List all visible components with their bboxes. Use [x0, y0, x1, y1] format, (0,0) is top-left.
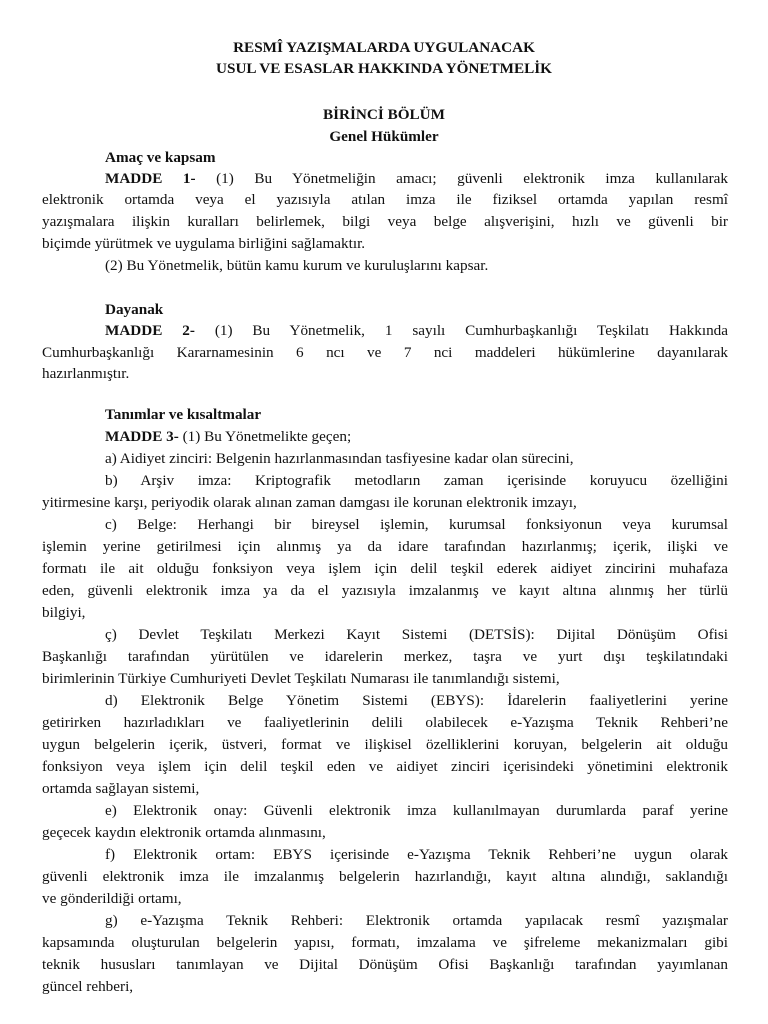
definition-c-line-1: c) Belge: Herhangi bir bireysel işlemin, kurumsal fonksiyonun veya kurumsal [105, 516, 728, 533]
definition-g-line-4: güncel rehberi, [42, 978, 134, 995]
madde-1-label: MADDE 1- [105, 170, 196, 187]
definition-b-line-2: yitirmesine karşı, periyodik olarak alınan zaman damgası ile korunan elektronik imzayı, [42, 494, 577, 511]
definition-g-line-2: kapsamında oluşturulan belgelerin yapısı, formatı, imzalama ve şifreleme mekanizmaları gibi [42, 934, 728, 951]
definition-f-line-1: f) Elektronik ortam: EBYS içerisinde e-Yazışma Teknik Rehberi’ne uygun olarak [105, 846, 728, 863]
definition-d-line-5: ortamda sağlayan sistemi, [42, 780, 200, 797]
madde-1-line-4: biçimde yürütmek ve uygulama birliğini sağlamaktır. [42, 235, 366, 252]
definition-b-line-1: b) Arşiv imza: Kriptografik metodların zaman içerisinde koruyucu özelliğini [105, 472, 728, 489]
definition-d-line-1: d) Elektronik Belge Yönetim Sistemi (EBYS): İdarelerin faaliyetlerini yerine [105, 692, 728, 709]
madde-1-line-2: elektronik ortamda veya el yazısıyla atılan imza ile fiziksel ortamda yapılan resmî [42, 191, 728, 208]
madde-2-line-1 [105, 321, 728, 341]
chapter-title: Genel Hükümler [329, 128, 439, 145]
madde-2-line-2: Cumhurbaşkanlığı Kararnamesinin 6 ncı ve 7 nci maddeleri hükümlerine dayanılarak [42, 344, 728, 361]
madde-2-line-3: hazırlanmıştır. [42, 365, 130, 382]
madde-1-text-1: (1) Bu Yönetmeliğin amacı; güvenli elektronik imza kullanılarak [216, 170, 728, 187]
chapter-heading: BİRİNCİ BÖLÜM [323, 106, 445, 123]
madde-3-text-1: (1) Bu Yönetmelikte geçen; [182, 428, 352, 445]
definition-g-line-1: g) e-Yazışma Teknik Rehberi: Elektronik ortamda yapılacak resmî yazışmalar [105, 912, 728, 929]
definition-c-line-2: işlemin yerine getirilmesi için alınmış ya da idare tarafından hazırlanmış; içerik, ilişki ve [42, 538, 728, 555]
definition-f-line-3: ve gönderildiği ortamı, [42, 890, 182, 907]
madde-1-paragraph-2: (2) Bu Yönetmelik, bütün kamu kurum ve kuruluşlarını kapsar. [105, 257, 489, 274]
definition-a: a) Aidiyet zinciri: Belgenin hazırlanmasından tasfiyesine kadar olan sürecini, [105, 450, 574, 467]
definition-c-line-3: formatı ile ait olduğu fonksiyon veya işlem için delil teşkil ederek aidiyet zincirini muhafaza [42, 560, 728, 577]
section-heading-amac: Amaç ve kapsam [105, 149, 216, 166]
definition-c-line-4: eden, güvenli elektronik imza ya da el yazısıyla imzalanmış ve kayıt altına alınmış her türlü [42, 582, 728, 599]
definition-cc-line-2: Başkanlığı tarafından yürütülen ve idarelerin merkez, taşra ve yurt dışı teşkilatındaki [42, 648, 728, 665]
definition-c-line-5: bilgiyi, [42, 604, 86, 621]
madde-3-line-1 [105, 427, 351, 447]
madde-3-label: MADDE 3- [105, 428, 179, 445]
definition-e-line-2: geçecek kaydın elektronik ortamda alınmasını, [42, 824, 326, 841]
section-heading-tanimlar: Tanımlar ve kısaltmalar [105, 406, 262, 423]
definition-e-line-1: e) Elektronik onay: Güvenli elektronik imza kullanılmayan durumlarda paraf yerine [105, 802, 728, 819]
definition-g-line-3: teknik hususları tanımlayan ve Dijital Dönüşüm Ofisi Başkanlığı tarafından yayımlanan [42, 956, 728, 973]
madde-1-line-3: yazışmalara ilişkin kuralları belirlemek, bilgi veya belge alışverişini, hızlı ve güvenli bir [42, 213, 728, 230]
section-heading-dayanak: Dayanak [105, 301, 164, 318]
definition-cc-line-3: birimlerinin Türkiye Cumhuriyeti Devlet Teşkilatı Numarası ile tanımlandığı sistemi, [42, 670, 560, 687]
madde-2-label: MADDE 2- [105, 322, 195, 339]
madde-1-line-1 [105, 169, 728, 189]
definition-d-line-2: getirirken hazırladıkları ve faaliyetlerinin delili olabilecek e-Yazışma Teknik Rehberi’ne [42, 714, 728, 731]
definition-f-line-2: güvenli elektronik imza ile imzalanmış belgelerin hazırlandığı, kayıt altına alındığı, saklandığı [42, 868, 728, 885]
definition-cc-line-1: ç) Devlet Teşkilatı Merkezi Kayıt Sistemi (DETSİS): Dijital Dönüşüm Ofisi [105, 626, 728, 643]
definition-d-line-4: fonksiyon veya işlem için delil teşkil eden ve aidiyet zinciri içerisindeki yönetimini elektronik [42, 758, 728, 775]
definition-d-line-3: uygun belgelerin içerik, üstveri, format ve ilişkisel özelliklerini koruyan, belgelerin ait olduğu [42, 736, 728, 753]
madde-2-text-1: (1) Bu Yönetmelik, 1 sayılı Cumhurbaşkanlığı Teşkilatı Hakkında [214, 322, 728, 339]
document-title-line2: USUL VE ESASLAR HAKKINDA YÖNETMELİK [216, 60, 552, 77]
document-title-line1: RESMÎ YAZIŞMALARDA UYGULANACAK [233, 39, 535, 56]
